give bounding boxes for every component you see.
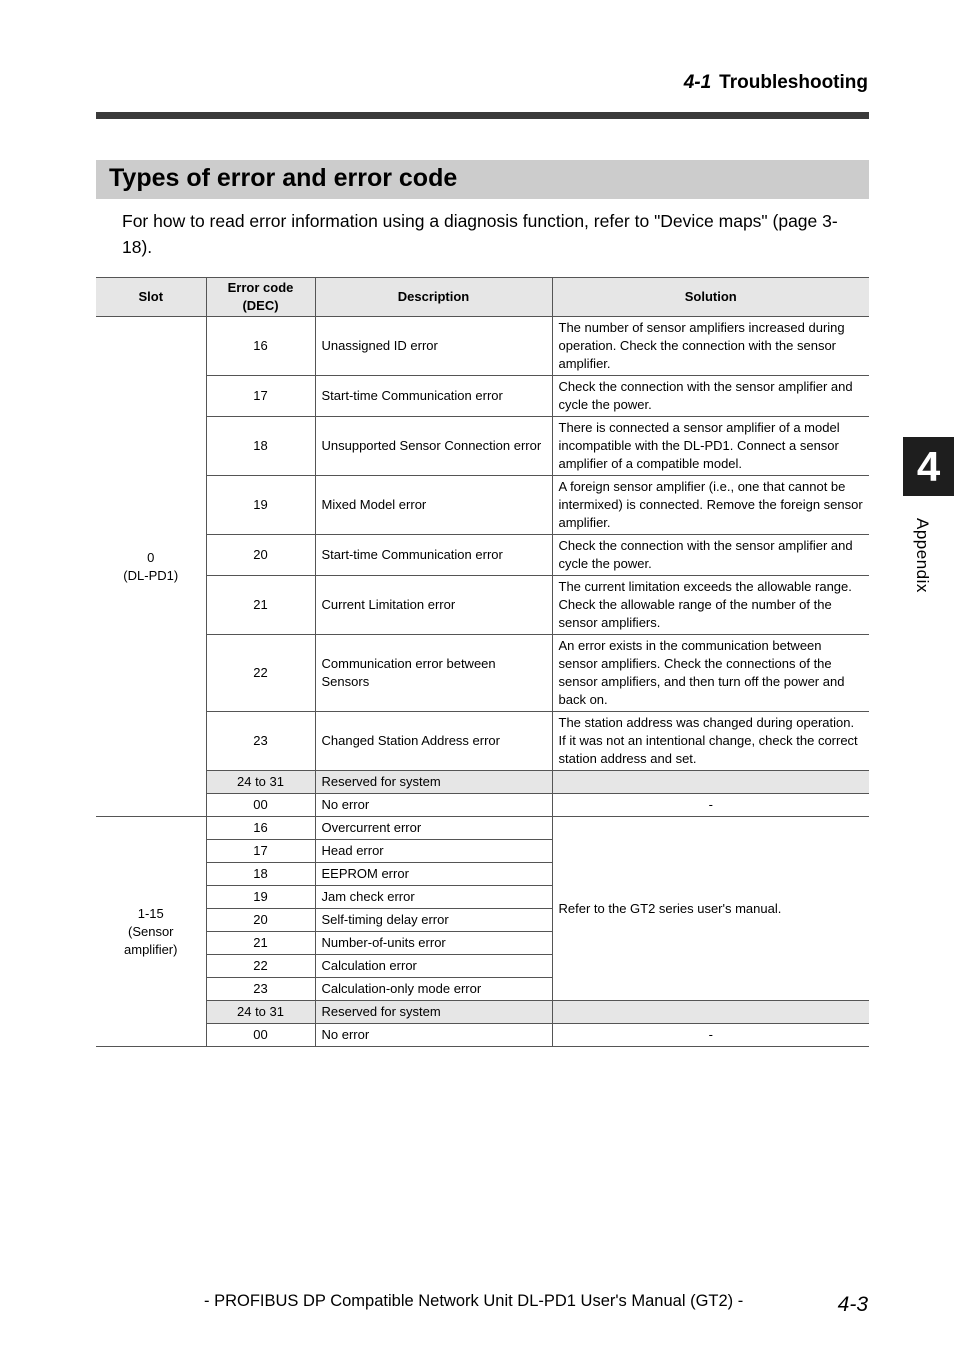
table-header-row: [96, 278, 869, 317]
page-heading: Types of error and error code: [109, 164, 458, 192]
intro-paragraph: For how to read error information using a diagnosis function, refer to "Device maps" (page 3-18).: [122, 211, 838, 257]
error-code-cell: 17: [206, 376, 315, 417]
solution-cell: There is connected a sensor amplifier of a model incompatible with the DL-PD1. Connect a sensor amplifier of a compatible model.: [552, 417, 869, 476]
table-row: [96, 535, 869, 576]
error-code-cell: 18: [206, 417, 315, 476]
footer-text: - PROFIBUS DP Compatible Network Unit DL-PD1 User's Manual (GT2) -: [204, 1292, 744, 1310]
description-cell: Current Limitation error: [315, 576, 552, 635]
slot-cell-sensor-amplifier: [96, 817, 206, 1047]
description-cell: No error: [315, 794, 552, 817]
error-code-cell: 16: [206, 317, 315, 376]
error-code-table: [96, 277, 869, 1047]
description-cell: Number-of-units error: [315, 932, 552, 955]
description-cell: Communication error between Sensors: [315, 635, 552, 712]
error-code-cell: 16: [206, 817, 315, 840]
solution-cell: Check the connection with the sensor amplifier and cycle the power.: [552, 376, 869, 417]
error-code-cell: 24 to 31: [206, 771, 315, 794]
slot-number: 0: [147, 549, 155, 565]
error-code-cell: 18: [206, 863, 315, 886]
shared-solution-cell: Refer to the GT2 series user's manual.: [552, 817, 869, 1001]
error-code-cell: 19: [206, 476, 315, 535]
solution-cell: A foreign sensor amplifier (i.e., one that cannot be intermixed) is connected. Remove the foreign sensor amplifier.: [552, 476, 869, 535]
description-cell: No error: [315, 1024, 552, 1047]
page-number: 4-3: [837, 1293, 868, 1316]
description-cell: Mixed Model error: [315, 476, 552, 535]
error-code-cell: 19: [206, 886, 315, 909]
slot-device: (DL-PD1): [123, 567, 179, 583]
table-row: [96, 417, 869, 476]
error-code-cell: 00: [206, 794, 315, 817]
solution-cell: The station address was changed during operation. If it was not an intentional change, check the correct station address and set.: [552, 712, 869, 771]
slot-device-cont: amplifier): [124, 941, 178, 957]
table-row: [96, 771, 869, 794]
section-number: 4-1: [683, 72, 712, 93]
chapter-label: Appendix: [913, 518, 932, 593]
table-row: [96, 1001, 869, 1024]
slot-device: (Sensor: [127, 923, 174, 939]
description-cell: Calculation-only mode error: [315, 978, 552, 1001]
column-header-slot: Slot: [96, 278, 206, 317]
table-row: [96, 476, 869, 535]
error-code-cell: 23: [206, 712, 315, 771]
table-row: [96, 576, 869, 635]
description-cell: Head error: [315, 840, 552, 863]
column-header-description: Description: [315, 278, 552, 317]
table-row: [96, 817, 869, 840]
description-cell: Reserved for system: [315, 1001, 552, 1024]
description-cell: Jam check error: [315, 886, 552, 909]
description-cell: Unsupported Sensor Connection error: [315, 417, 552, 476]
error-code-cell: 23: [206, 978, 315, 1001]
table-row: [96, 1024, 869, 1047]
description-cell: Changed Station Address error: [315, 712, 552, 771]
description-cell: Calculation error: [315, 955, 552, 978]
error-code-header-text: Error code (DEC): [227, 280, 294, 313]
slot-cell-dl-pd1: [96, 317, 206, 817]
error-code-cell: 20: [206, 909, 315, 932]
description-cell: Start-time Communication error: [315, 535, 552, 576]
solution-cell: Check the connection with the sensor amplifier and cycle the power.: [552, 535, 869, 576]
description-cell: EEPROM error: [315, 863, 552, 886]
description-cell: Self-timing delay error: [315, 909, 552, 932]
table-row: [96, 635, 869, 712]
table-row: [96, 376, 869, 417]
solution-cell: The current limitation exceeds the allowable range. Check the allowable range of the number of the sensor amplifiers.: [552, 576, 869, 635]
description-cell: Overcurrent error: [315, 817, 552, 840]
chapter-tab: 4: [903, 437, 954, 496]
error-code-cell: 22: [206, 635, 315, 712]
solution-cell: [552, 1001, 869, 1024]
description-cell: Start-time Communication error: [315, 376, 552, 417]
error-code-cell: 21: [206, 932, 315, 955]
solution-cell: An error exists in the communication between sensor amplifiers. Check the connections of the sensor amplifiers, and then turn off the power and back on.: [552, 635, 869, 712]
running-header: [684, 72, 868, 94]
error-code-cell: 24 to 31: [206, 1001, 315, 1024]
heading-bar: [96, 160, 869, 199]
description-cell: Reserved for system: [315, 771, 552, 794]
solution-cell: -: [552, 1024, 869, 1047]
description-cell: Unassigned ID error: [315, 317, 552, 376]
error-code-cell: 21: [206, 576, 315, 635]
header-rule: [96, 112, 869, 119]
error-code-cell: 20: [206, 535, 315, 576]
column-header-error-code: [206, 278, 315, 317]
slot-number: 1-15: [137, 905, 164, 921]
error-code-cell: 17: [206, 840, 315, 863]
table-row: [96, 712, 869, 771]
error-code-cell: 00: [206, 1024, 315, 1047]
solution-cell: -: [552, 794, 869, 817]
table-row: [96, 794, 869, 817]
table-row: [96, 317, 869, 376]
solution-cell: [552, 771, 869, 794]
section-title: Troubleshooting: [719, 72, 868, 93]
error-code-cell: 22: [206, 955, 315, 978]
solution-cell: The number of sensor amplifiers increased during operation. Check the connection with the sensor amplifier.: [552, 317, 869, 376]
column-header-solution: Solution: [552, 278, 869, 317]
